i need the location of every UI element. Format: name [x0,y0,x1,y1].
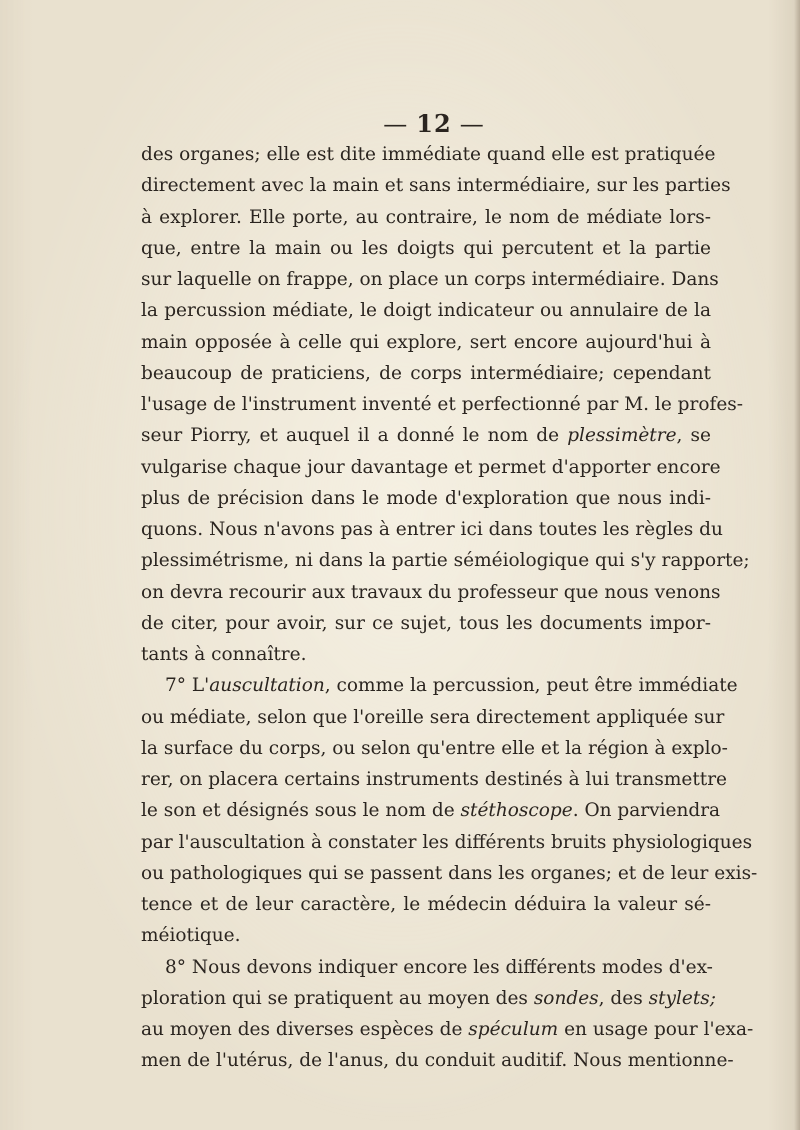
text-line [141,389,744,420]
line-emphasis: stéthoscope [460,800,573,822]
line-text: en usage pour l'exa- [558,1019,754,1040]
line-text: l'usage de l'instrument inventé et perfectionné par M. le profes- [141,394,744,415]
text-line [141,639,711,670]
page-number-header [0,108,800,140]
text-line [141,202,711,233]
page-number: 12 [416,109,452,138]
text-line [141,452,721,483]
line-text: main opposée à celle qui explore, sert encore aujourd'hui à [141,331,711,353]
line-text: , des [598,987,649,1009]
line-text: rer, on placera certains instruments destinés à lui transmettre [141,769,727,790]
line-text: sur laquelle on frappe, on place un corps intermédiaire. Dans [141,269,719,290]
body-text [141,139,758,1077]
line-text: la percussion médiate, le doigt indicateur ou annulaire de la [141,300,711,322]
line-emphasis: auscultation [209,675,325,697]
line-emphasis: stylets; [648,987,716,1009]
line-text: au moyen des diverses espèces de [141,1019,469,1040]
line-text: ploration qui se pratiquent au moyen des [141,987,534,1009]
line-text: à explorer. Elle porte, au contraire, le nom de médiate lors- [141,206,711,228]
line-emphasis: sondes [533,987,599,1009]
text-line [141,952,711,983]
line-text: seur Piorry, et auquel il a donné le nom de [141,425,568,447]
text-line [141,514,723,545]
text-line [141,264,719,295]
line-emphasis: plessimètre [567,425,677,447]
line-text: de citer, pour avoir, sur ce sujet, tous les documents impor- [141,612,711,634]
line-text: on devra recourir aux travaux du professeur que nous venons [141,581,721,603]
text-line [141,827,753,858]
line-text: ou médiate, selon que l'oreille sera directement appliquée sur [141,706,725,728]
line-text: méiotique. [141,925,241,947]
text-line [141,702,725,733]
page-number-dash-left: — [383,110,409,138]
line-text: par l'auscultation à constater les différents bruits physiologiques [141,831,753,853]
line-text: 7° L' [165,675,210,697]
text-line [141,327,711,358]
line-text: tants à connaître. [141,644,307,665]
text-line [141,983,716,1014]
page-number-dash-right: — [459,110,485,138]
text-line [141,858,758,889]
text-line [141,483,711,514]
line-text: , se [676,425,711,447]
line-text: plus de précision dans le mode d'exploration que nous indi- [141,487,711,509]
text-line [141,1045,734,1076]
line-text: vulgarise chaque jour davantage et permet d'apporter encore [141,456,721,478]
line-text: . On parviendra [572,800,721,822]
line-text: le son et désignés sous le nom de [141,800,461,822]
line-text: que, entre la main ou les doigts qui percutent et la partie [141,237,711,259]
text-line [141,733,728,764]
text-line [141,577,721,608]
text-line [141,233,711,264]
line-text: men de l'utérus, de l'anus, du conduit auditif. Nous mentionne- [141,1050,734,1072]
line-text: la surface du corps, ou selon qu'entre elle et la région à explo- [141,737,728,759]
text-line [141,608,711,639]
line-text: des organes; elle est dite immédiate quand elle est pratiquée [141,144,716,165]
text-line [141,795,721,826]
text-line [141,139,716,170]
line-text: tence et de leur caractère, le médecin déduira la valeur sé- [141,894,711,915]
line-text: quons. Nous n'avons pas à entrer ici dans toutes les règles du [141,519,723,540]
text-line [141,358,711,389]
line-text: plessimétrisme, ni dans la partie séméiologique qui s'y rapporte; [141,550,750,572]
text-line [141,1014,754,1045]
line-text: 8° Nous devons indiquer encore les différents modes d'ex- [165,956,713,978]
text-line [141,420,711,451]
text-line [141,295,711,326]
line-text: ou pathologiques qui se passent dans les organes; et de leur exis- [141,862,758,884]
text-line [141,170,731,201]
text-line [141,764,727,795]
line-text: beaucoup de praticiens, de corps intermédiaire; cependant [141,362,711,384]
text-line [141,889,711,920]
line-emphasis: spéculum [468,1019,559,1040]
line-text: directement avec la main et sans intermédiaire, sur les parties [141,175,731,197]
text-line [141,545,750,576]
page-edge-shadow [794,0,800,1130]
text-line [141,920,711,951]
text-line [141,670,738,701]
line-text: , comme la percussion, peut être immédiate [324,675,738,697]
